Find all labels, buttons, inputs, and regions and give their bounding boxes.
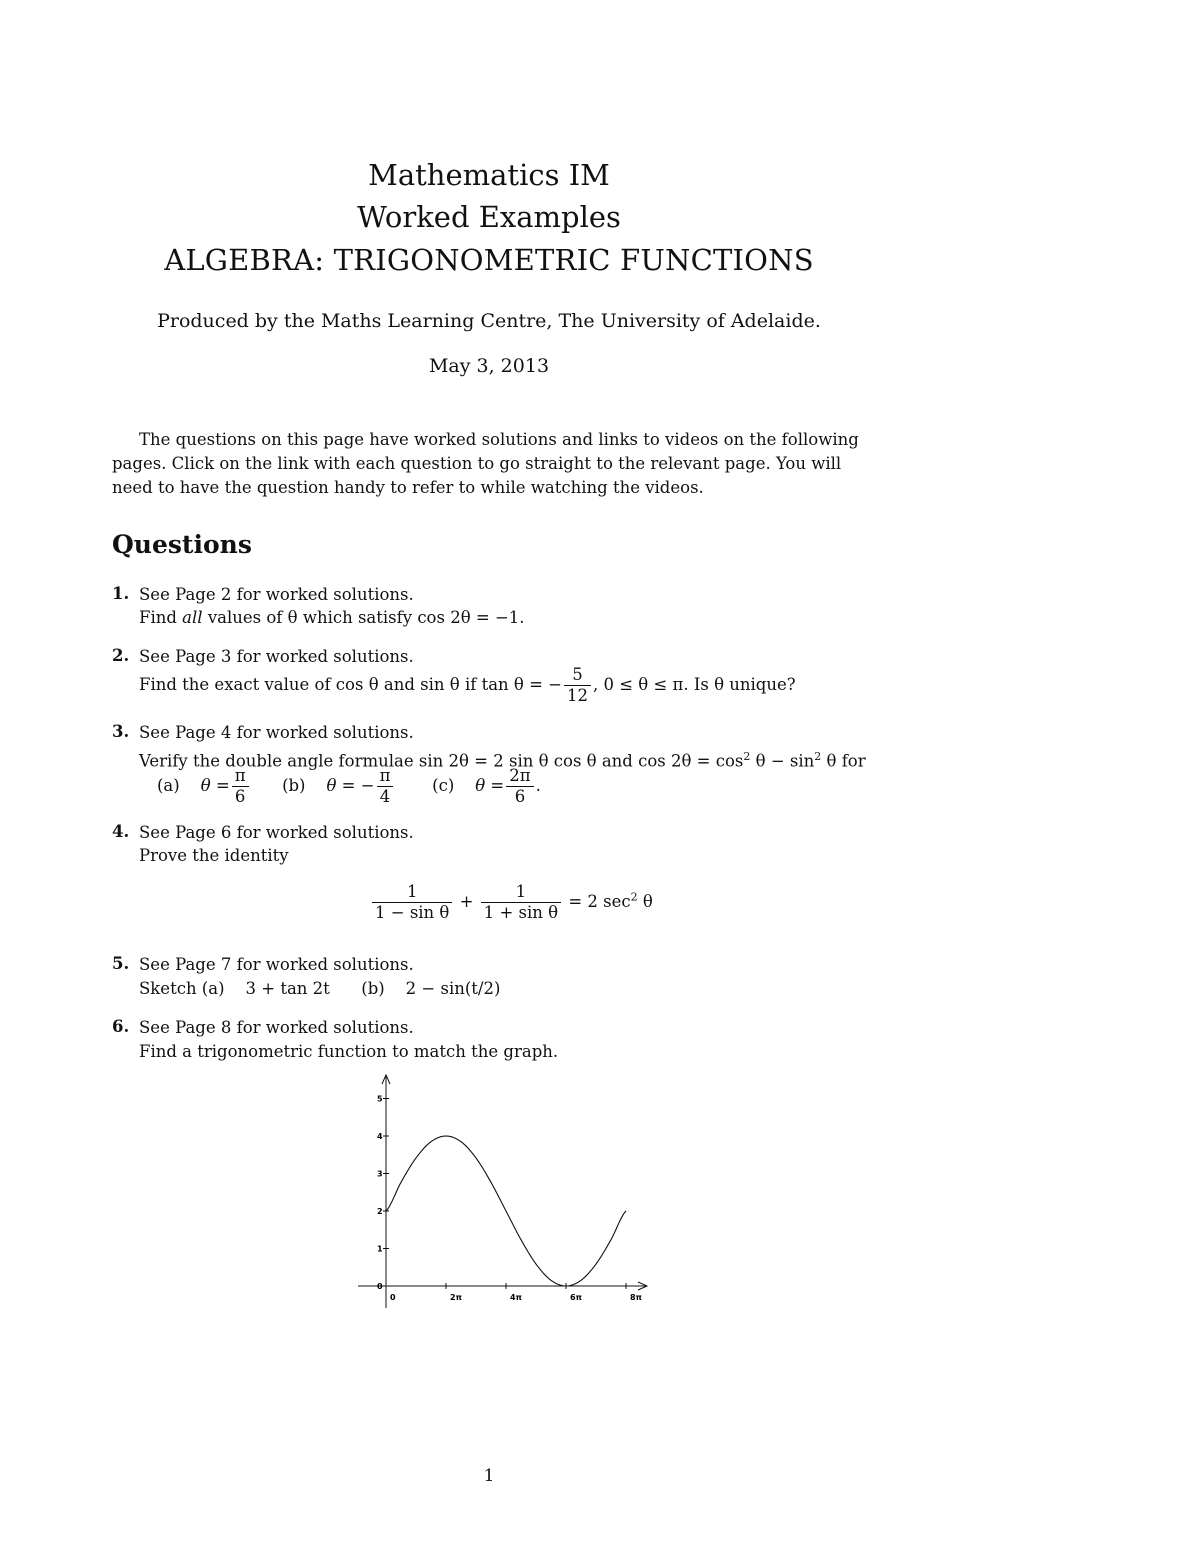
question-1-link[interactable]: See Page 2 for worked solutions.: [139, 585, 414, 604]
intro-line-2: pages. Click on the link with each question to go straight to the relevant page. You will: [112, 454, 842, 473]
question-6-graph: [350, 1072, 660, 1317]
y-tick-label: 3: [377, 1169, 383, 1179]
y-tick-label: 4: [377, 1132, 383, 1141]
document-topic: ALGEBRA: TRIGONOMETRIC FUNCTIONS: [164, 243, 814, 277]
question-3-cases: (a) θ = $\frac{\pi}{6}$ (b) θ = − $\frac{\pi}{4}$ (c) θ = $\frac{2\pi}{6}$ .: [157, 766, 541, 806]
document-date: May 3, 2013: [428, 355, 550, 377]
question-3-link[interactable]: See Page 4 for worked solutions.: [139, 723, 414, 742]
intro-line-3: need to have the question handy to refer to while watching the videos.: [112, 478, 704, 497]
question-5-number: 5.: [112, 954, 130, 973]
x-tick-label: 8π: [630, 1293, 642, 1302]
question-6-number: 6.: [112, 1017, 130, 1036]
question-2-link[interactable]: See Page 3 for worked solutions.: [139, 647, 414, 666]
question-5-text: Sketch (a) 3 + tan 2t (b) 2 − sin(t/2): [139, 979, 501, 998]
question-4-text: Prove the identity: [139, 846, 289, 865]
question-6-link[interactable]: See Page 8 for worked solutions.: [139, 1018, 414, 1037]
question-4-number: 4.: [112, 822, 130, 841]
y-tick-label: 2: [377, 1207, 383, 1216]
x-tick-label: 2π: [450, 1293, 462, 1302]
document-subtitle: Worked Examples: [357, 200, 621, 234]
x-tick-label: 4π: [510, 1293, 522, 1302]
document-title: Mathematics IM: [368, 158, 610, 192]
intro-line-1: The questions on this page have worked solutions and links to videos on the following: [139, 430, 859, 449]
intro-paragraph: [112, 428, 872, 500]
question-1-text: Find all values of θ which satisfy cos 2θ = −1.: [139, 608, 525, 627]
x-tick-label: 6π: [570, 1293, 582, 1302]
question-4-link[interactable]: See Page 6 for worked solutions.: [139, 823, 414, 842]
graph-svg: [350, 1072, 660, 1317]
question-3-text: Verify the double angle formulae sin 2θ = 2 sin θ cos θ and $\cos 2\theta = \cos^2 \theta - \sin^2 \theta$ for: [139, 750, 866, 771]
y-tick-label: 0: [377, 1282, 383, 1291]
question-6-text: Find a trigonometric function to match the graph.: [139, 1042, 559, 1061]
y-tick-label: 5: [377, 1094, 383, 1104]
producer-line: Produced by the Maths Learning Centre, The University of Adelaide.: [157, 310, 821, 332]
question-3-number: 3.: [112, 722, 130, 741]
question-5-link[interactable]: See Page 7 for worked solutions.: [139, 955, 414, 974]
x-tick-label: 0: [390, 1293, 396, 1302]
question-4-identity: $\frac{1}{\text{1 − sin θ}}$ + $\frac{1}{\text{1 + sin θ}}$ = 2 $\sec^2 \theta$: [370, 882, 653, 923]
question-2-text: Find the exact value of cos θ and sin θ if tan θ = − $\frac{5}{12}$ , 0 ≤ θ ≤ π. Is θ unique?: [139, 665, 796, 705]
graph-curve: [386, 1136, 626, 1286]
page-number: 1: [483, 1466, 495, 1486]
questions-heading: Questions: [112, 530, 252, 559]
y-tick-label: 1: [377, 1244, 383, 1254]
question-1-number: 1.: [112, 584, 130, 603]
question-2-number: 2.: [112, 646, 130, 665]
